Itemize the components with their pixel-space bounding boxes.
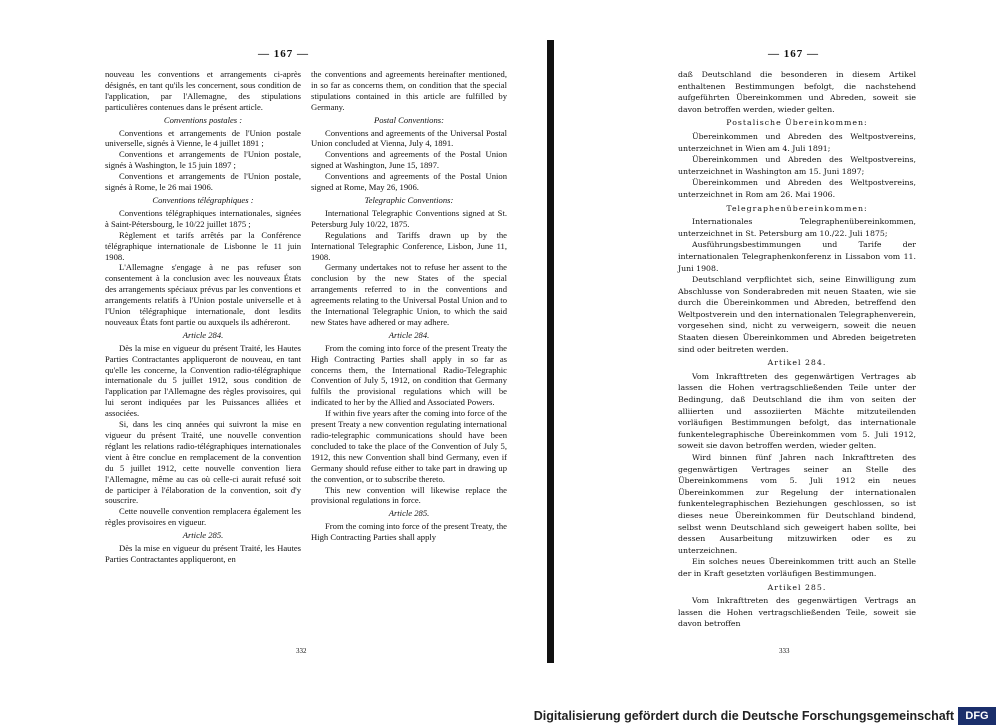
- paragraph: Conventions and agreements of the Postal Union signed at Rome, May 26, 1906.: [311, 171, 507, 193]
- paragraph: Übereinkommen und Abreden des Weltpostvereins, unterzeichnet in Washington am 15. Juni 1897;: [678, 155, 916, 176]
- paragraph: Wird binnen fünf Jahren nach Inkrafttreten des gegenwärtigen Vertrages seiner an Stelle des Übereinkommens vom 5. Juli 1912 ein neues Übereinkommen zur Regelung der internationalen funkentelegraphischen Beziehungen geschlossen, so ist dieses neue Übereinkommen für Deutschland bindend, selbst wenn Deutschland sich geweigert haben sollte, bei dessen Ausarbeitung mitzuwirken oder es zu unterzeichnen.: [678, 453, 916, 555]
- paragraph: Dès la mise en vigueur du présent Traité, les Hautes Parties Contractantes appliqueront, en: [105, 543, 301, 564]
- page-number: 332: [296, 647, 307, 655]
- right-page: [556, 0, 1000, 680]
- paragraph: Übereinkommen und Abreden des Weltpostvereins, unterzeichnet in Rom am 26. Mai 1906.: [678, 178, 916, 199]
- section-heading: Article 284.: [388, 329, 430, 340]
- paragraph: daß Deutschland die besonderen in diesem Artikel enthaltenen Bestimmungen befolgt, die nachstehend aufgeführten Übereinkommen und Abreden, soweit sie davon betroffen werden, wieder gelten.: [678, 70, 916, 114]
- book-spine: [547, 40, 554, 663]
- paragraph: Deutschland verpflichtet sich, seine Einwilligung zum Abschlusse von Sonderabreden mit neuen Staaten, wie sie durch die Übereinkommen und Abreden, betreffend den Weltpostverein und den internationalen Telegraphenverein, vorgesehen sind, nicht zu verweigern, soweit die neuen Staaten diesen Übereinkommen und Abreden beigetreten sind oder beitreten werden.: [678, 275, 916, 354]
- paragraph: If within five years after the coming into force of the present Treaty a new convention regulating international radio-telegraphic communications should have been concluded to take the place of the Convention of July 5, 1912, this new Convention shall bind Germany, even if Germany should refuse either to take part in drawing up the convention, or to subscribe thereto.: [311, 408, 507, 484]
- paragraph: Conventions et arrangements de l'Union postale, signés à Washington, le 15 juin 1897 ;: [105, 149, 301, 171]
- page-number: 333: [779, 647, 790, 655]
- paragraph: From the coming into force of the present Treaty, the High Contracting Parties shall apply: [311, 521, 507, 543]
- section-heading: Postal Conventions:: [374, 114, 444, 125]
- paragraph: Ein solches neues Übereinkommen tritt auch an Stelle der in Kraft gesetzten vorläufigen Bestimmungen.: [678, 557, 916, 578]
- paragraph: Dès la mise en vigueur du présent Traité, les Hautes Parties Contractantes appliqueront de nouveau, en tant qu'elle les concerne, la Convention radio-télégraphique internationale du 5 juillet 1912, sous condition de l'application par l'Allemagne des règles provisoires, qui lui seront indiquées par les Puissances alliées et associées.: [105, 342, 301, 419]
- paragraph: Germany undertakes not to refuse her assent to the conclusion by the new States of the special arrangements referred to in the conventions and agreements relating to the Universal Postal Union and to the International Telegraphic Union, to which the said new States have adhered or may adhere.: [311, 262, 507, 327]
- paragraph: Regulations and Tariffs drawn up by the International Telegraphic Conference, Lisbon, June 11, 1908.: [311, 229, 507, 262]
- section-heading: Article 285.: [182, 530, 224, 541]
- paragraph: This new convention will likewise replace the provisional regulations in force.: [311, 484, 507, 506]
- paragraph: L'Allemagne s'engage à ne pas refuser son consentement à la conclusion avec les nouveaux États des arrangements spéciaux prévus par les conventions et arrangements relatifs à l'Union postale universelle et à l'Union télégraphique internationale, dont lesdits nouveaux États font partie ou auxquels ils adhéreront.: [105, 262, 301, 327]
- section-heading: Telegraphenübereinkommen:: [726, 203, 868, 213]
- paragraph: nouveau les conventions et arrangements ci-après désignés, en tant qu'ils les concernent, sous condition de l'application, par l'Allemagne, des stipulations particulières contenues dans le présent article.: [105, 69, 301, 112]
- section-heading: Article 285.: [388, 508, 430, 519]
- section-heading: Conventions postales :: [163, 114, 243, 125]
- english-column: [311, 69, 507, 543]
- section-heading: Article 284.: [182, 329, 224, 340]
- paragraph: Vom Inkrafttreten des gegenwärtigen Vertrages ab lassen die Hohen vertragschließenden Teile unter der Bedingung, daß Deutschland die ihm von seiten der alliierten und assoziierten Mächte mitzuteilenden vorläufigen Bestimmungen befolgt, das internationale funkentelegraphische Übereinkommen vom 5. Juli 1912, soweit sie davon betroffen werden, wieder gelten.: [678, 371, 916, 451]
- section-heading: Telegraphic Conventions:: [364, 194, 454, 205]
- paragraph: Règlement et tarifs arrêtés par la Conférence télégraphique internationale de Lisbonne le 11 juin 1908.: [105, 229, 301, 262]
- paragraph: Conventions and agreements of the Universal Postal Union concluded at Vienna, July 4, 1891.: [311, 127, 507, 149]
- footer-banner: [0, 706, 1000, 727]
- paragraph: Conventions et arrangements de l'Union postale, signés à Rome, le 26 mai 1906.: [105, 171, 301, 193]
- paragraph: Conventions et arrangements de l'Union postale universelle, signés à Vienne, le 4 juillet 1891 ;: [105, 127, 301, 149]
- paragraph: Internationales Telegraphenübereinkommen, unterzeichnet in St. Petersburg am 10./22. Juli 1875;: [678, 217, 916, 238]
- section-heading: Artikel 284.: [767, 358, 827, 368]
- german-column: [678, 69, 916, 630]
- paragraph: Conventions and agreements of the Postal Union signed at Washington, June 15, 1897.: [311, 149, 507, 171]
- paragraph: Übereinkommen und Abreden des Weltpostvereins, unterzeichnet in Wien am 4. Juli 1891;: [678, 131, 916, 153]
- section-heading: Artikel 285.: [767, 582, 827, 592]
- dfg-logo-icon: DFG: [958, 707, 996, 725]
- paragraph: Vom Inkrafttreten des gegenwärtigen Vertrags an lassen die Hohen vertragschließenden Teile, soweit sie davon betroffen: [678, 596, 916, 629]
- paragraph: the conventions and agreements hereinafter mentioned, in so far as concerns them, on condition that the special stipulations contained in this article are fulfilled by Germany.: [311, 69, 507, 112]
- paragraph: From the coming into force of the present Treaty the High Contracting Parties shall apply in so far as concerns them, the International Radio-Telegraphic Convention of July 5, 1912, on condition that Germany fulfils the provisional regulations which will be indicated to her by the Allied and Associated Powers.: [311, 342, 507, 408]
- section-heading: Postalische Übereinkommen:: [726, 118, 868, 128]
- paragraph: Cette nouvelle convention remplacera également les règles provisoires en vigueur.: [105, 506, 301, 528]
- paragraph: Si, dans les cinq années qui suivront la mise en vigueur du présent Traité, une nouvelle convention réglant les relations radio-télégraphiques internationales vient à être conclue en remplacement de la convention du 5 juillet 1912, cette nouvelle convention liera l'Allemagne, même au cas où celle-ci aurait refusé soit de participer à l'élaboration de la convention, soit d'y souscrire.: [105, 419, 301, 506]
- paragraph: Ausführungsbestimmungen und Tarife der internationalen Telegraphenkonferenz in Lissabon vom 11. Juni 1908.: [678, 240, 916, 273]
- paragraph: International Telegraphic Conventions signed at St. Petersburg July 10/22, 1875.: [311, 207, 507, 229]
- page-header: — 167 —: [768, 48, 819, 60]
- paragraph: Conventions télégraphiques internationales, signées à Saint-Pétersbourg, le 10/22 juillet 1875 ;: [105, 207, 301, 229]
- banner-text: Digitalisierung gefördert durch die Deutsche Forschungsgemeinschaft: [533, 709, 954, 723]
- section-heading: Conventions télégraphiques :: [152, 194, 254, 205]
- page-header: — 167 —: [258, 48, 309, 60]
- french-column: [105, 69, 301, 565]
